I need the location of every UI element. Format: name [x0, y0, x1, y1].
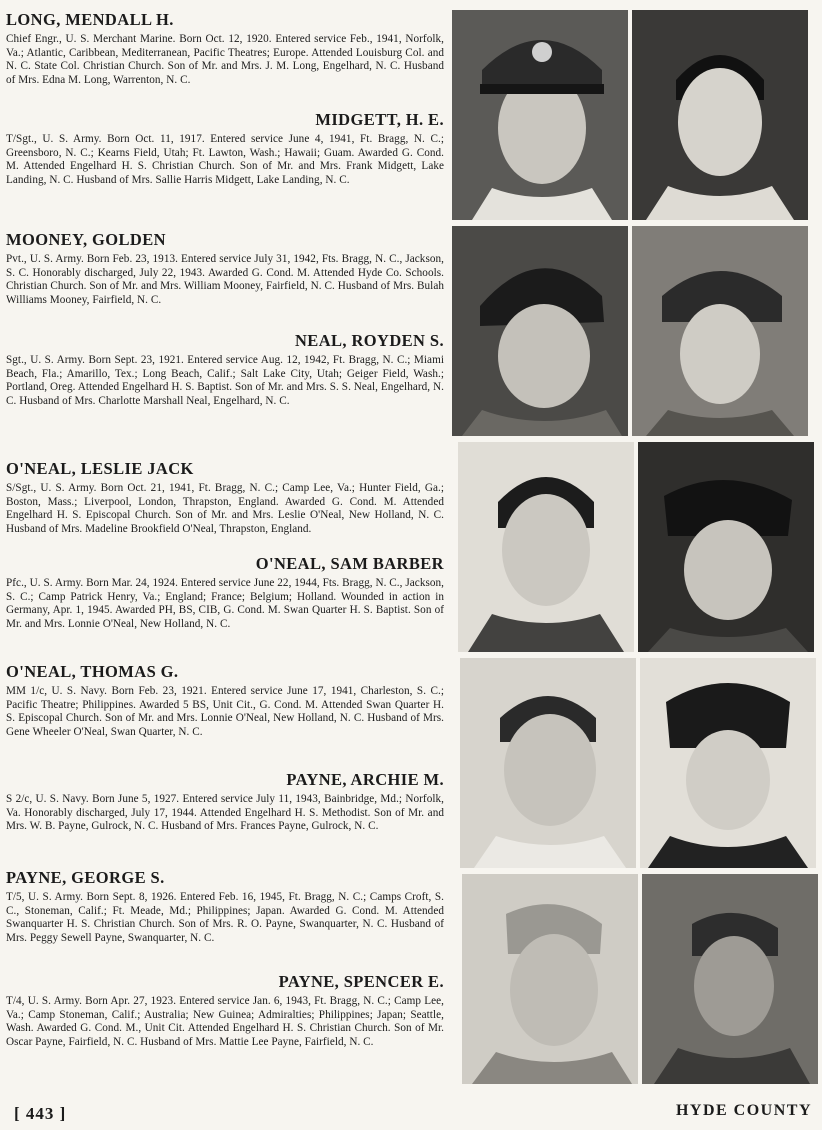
portrait-photo	[462, 874, 638, 1084]
portrait-photo	[452, 10, 628, 220]
entry-name: O'NEAL, SAM BARBER	[255, 554, 444, 573]
portrait-photo	[640, 658, 816, 868]
entry-bio: T/4, U. S. Army. Born Apr. 27, 1923. Entered service Jan. 6, 1943, Ft. Bragg, N. C.; Camp Lee, Va.; Camp Stoneman, Calif.; Australia; New Guinea; Admiralties; Philippines; Japan; Seattle, Wash. Awarded G. Cond. M., Unit Cit. Attended Engelhard H. S. Christian Church. Son of Mr. Oscar Payne, Fairfield, N. C. Husband of Mrs. Mattie Lee Payne, Fairfield, N. C.	[6, 995, 444, 1048]
entry-name: PAYNE, SPENCER E.	[278, 972, 444, 991]
portrait-photo	[632, 226, 808, 436]
entry-name: MOONEY, GOLDEN	[6, 230, 166, 249]
entry-long	[6, 10, 444, 87]
entry-bio: T/5, U. S. Army. Born Sept. 8, 1926. Entered Feb. 16, 1945, Ft. Bragg, N. C.; Camps Croft, S. C., Stoneman, Calif.; Ft. Meade, Md.; Philippines; Japan. Awarded G. Cond. M. Attended Swanquarter H. S. Christian Church. Son of Mrs. R. O. Payne, Swanquarter, N. C. Husband of Mrs. Peggy Sewell Payne, Swanquarter, N. C.	[6, 891, 444, 944]
entry-bio: Chief Engr., U. S. Merchant Marine. Born Oct. 12, 1920. Entered service Feb., 1941, Norfolk, Va.; Atlantic, Caribbean, Mediterranean, Pacific Theatres; Europe. Attended Louisburg Col. and N. C. State Col. Christian Church. Son of Mr. and Mrs. J. M. Long, Engelhard, N. C. Husband of Mrs. Edna M. Long, Warrenton, N. C.	[6, 33, 444, 86]
entry-bio: Pvt., U. S. Army. Born Feb. 23, 1913. Entered service July 31, 1942, Fts. Bragg, N. C., Jackson, S. C. Honorably discharged, July 22, 1943. Awarded G. Cond. M. Attended Hyde Co. Schools. Christian Church. Son of Mr. and Mrs. William Mooney, Fairfield, N. C. Husband of Mrs. Bulah Williams Mooney, Fairfield, N. C.	[6, 253, 444, 306]
entry-name: O'NEAL, LESLIE JACK	[6, 459, 194, 478]
entry-mooney	[6, 230, 444, 307]
entry-bio: T/Sgt., U. S. Army. Born Oct. 11, 1917. Entered service June 4, 1941, Ft. Bragg, N. C.; Greensboro, N. C.; Kearns Field, Utah; Ft. Lawton, Wash.; Hawaii; Guam. Awarded G. Cond. M. Attended Engelhard H. S. Christian Church. Son of Mr. and Mrs. Frank Midgett, Lake Landing, N. C. Husband of Mrs. Sallie Harris Midgett, Lake Landing, N. C.	[6, 133, 444, 186]
portrait-photo	[642, 874, 818, 1084]
portrait-photo	[458, 442, 634, 652]
entry-bio: S 2/c, U. S. Navy. Born June 5, 1927. Entered service July 11, 1943, Bainbridge, Md.; Norfolk, Va. Honorably discharged, July 17, 1944. Attended Engelhard H. S. Methodist. Son of Mr. and Mrs. W. B. Payne, Gulrock, N. C. Husband of Mrs. Frances Payne, Gulrock, N. C.	[6, 793, 444, 833]
entry-payne-spencer	[6, 972, 444, 1049]
portrait-grid	[452, 10, 812, 1085]
portrait-photo	[638, 442, 814, 652]
entry-bio: Pfc., U. S. Army. Born Mar. 24, 1924. Entered service June 22, 1944, Fts. Bragg, N. C., Jackson, S. C.; Camp Patrick Henry, Va.; England; France; Belgium; Holland. Wounded in action in Germany, Apr. 1, 1945. Awarded PH, BS, CIB, G. Cond. M. Swan Quarter H. S. Baptist. Son of Mr. and Mrs. Lonnie O'Neal, New Holland, N. C.	[6, 577, 444, 630]
entry-oneal-sam	[6, 554, 444, 631]
entry-bio: Sgt., U. S. Army. Born Sept. 23, 1921. Entered service Aug. 12, 1942, Ft. Bragg, N. C.; Miami Beach, Fla.; Amarillo, Tex.; Long Beach, Calif.; Salt Lake City, Utah; Geiger Field, Wash.; Portland, Oreg. Attended Engelhard H. S. Baptist. Son of Mr. and Mrs. S. S. Neal, Engelhard, N. C. Husband of Mrs. Charlotte Marshall Neal, Engelhard, N. C.	[6, 354, 444, 407]
entry-midgett	[6, 110, 444, 187]
entry-bio: S/Sgt., U. S. Army. Born Oct. 21, 1941, Ft. Bragg, N. C.; Camp Lee, Va.; Hunter Field, Ga.; Boston, Mass.; Liverpool, London, Thrapston, England. Awarded G. Cond. M. Attended Engelhard H. S. Episcopal Church. Son of Mr. and Mrs. Leslie O'Neal, New Holland, N. C. Husband of Mrs. Madeline Brookfield O'Neal, Thrapston, England.	[6, 482, 444, 535]
portrait-photo	[632, 10, 808, 220]
page-number: [ 443 ]	[14, 1104, 67, 1123]
portrait-photo	[452, 226, 628, 436]
entry-payne-george	[6, 868, 444, 945]
entry-name: LONG, MENDALL H.	[6, 10, 174, 29]
entry-name: NEAL, ROYDEN S.	[294, 331, 444, 350]
entry-name: PAYNE, ARCHIE M.	[286, 770, 444, 789]
entry-oneal-thomas	[6, 662, 444, 739]
entry-name: MIDGETT, H. E.	[315, 110, 444, 129]
county-label: HYDE COUNTY	[675, 1102, 812, 1119]
entry-name: PAYNE, GEORGE S.	[6, 868, 165, 887]
entry-bio: MM 1/c, U. S. Navy. Born Feb. 23, 1921. Entered service June 17, 1941, Charleston, S. C.; Pacific Theatre; Philippines. Awarded 5 BS, Unit Cit., G. Cond. M. Attended Swan Quarter H. S. Episcopal Church. Son of Mr. and Mrs. Lonnie O'Neal, New Holland, N. C. Husband of Mrs. Gene Wheeler O'Neal, Swan Quarter, N. C.	[6, 685, 444, 738]
entry-neal	[6, 331, 444, 408]
entry-oneal-leslie	[6, 459, 444, 536]
portrait-photo	[460, 658, 636, 868]
entry-payne-archie	[6, 770, 444, 834]
entry-name: O'NEAL, THOMAS G.	[6, 662, 179, 681]
